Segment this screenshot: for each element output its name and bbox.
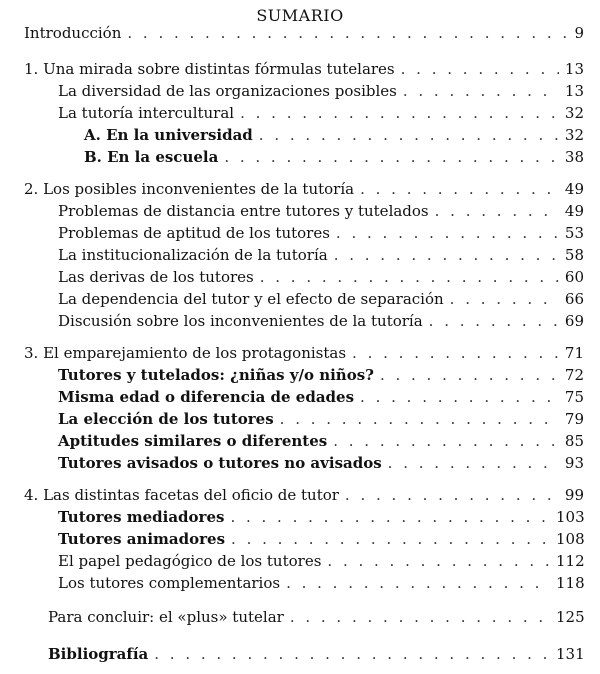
- dot-leader: [388, 454, 559, 472]
- toc-entry-page: 99: [564, 486, 584, 504]
- toc-entry-chapter-2: [0, 180, 600, 202]
- toc-entry-section: [0, 530, 600, 552]
- toc-entry-page: 60: [564, 268, 584, 286]
- page-title: SUMARIO: [256, 6, 344, 25]
- dot-leader: [334, 246, 559, 264]
- toc-entry-chapter-3: [0, 344, 600, 366]
- toc-entry-page: 108: [556, 530, 585, 548]
- dot-leader: [352, 344, 559, 362]
- toc-entry-page: 9: [574, 24, 584, 42]
- toc-entry-section: [0, 290, 600, 312]
- toc-entry-label: Las derivas de los tutores: [58, 268, 254, 286]
- toc-entry-conclusion: [0, 608, 600, 630]
- dot-leader: [345, 486, 559, 504]
- toc-entry-page: 103: [556, 508, 585, 526]
- dot-leader: [260, 268, 559, 286]
- toc-entry-page: 118: [556, 574, 585, 592]
- toc-entry-label: Tutores animadores: [58, 530, 226, 548]
- toc-entry-section: [0, 312, 600, 334]
- toc-entry-label: 3. El emparejamiento de los protagonistas: [24, 344, 347, 362]
- toc-entry-label: Problemas de aptitud de los tutores: [58, 224, 330, 242]
- toc-entry-section: [0, 246, 600, 268]
- toc-entry-label: Los tutores complementarios: [58, 574, 281, 592]
- dot-leader: [230, 508, 550, 526]
- toc-entry-page: 131: [556, 645, 585, 663]
- toc-entry-section: [0, 104, 600, 126]
- dot-leader: [336, 224, 559, 242]
- toc-entry-label: Para concluir: el «plus» tutelar: [48, 608, 284, 626]
- toc-entry-introduccion: [0, 24, 600, 46]
- dot-leader: [224, 148, 559, 166]
- toc-entry-bibliography: [0, 645, 600, 667]
- dot-leader: [259, 126, 559, 144]
- toc-entry-subsection: [0, 126, 600, 148]
- toc-entry-section: [0, 410, 600, 432]
- toc-entry-page: 75: [564, 388, 584, 406]
- toc-entry-label: Tutores avisados o tutores no avisados: [58, 454, 382, 472]
- toc-entry-page: 125: [556, 608, 585, 626]
- dot-leader: [154, 645, 550, 663]
- toc-entry-label: Bibliografía: [48, 645, 149, 663]
- toc-entry-section: [0, 82, 600, 104]
- dot-leader: [401, 60, 559, 78]
- dot-leader: [360, 180, 559, 198]
- dot-leader: [429, 312, 559, 330]
- toc-entry-label: Tutores y tutelados: ¿niñas y/o niños?: [58, 366, 374, 384]
- toc-entry-page: 85: [564, 432, 584, 450]
- toc-entry-section: [0, 432, 600, 454]
- toc-entry-section: [0, 454, 600, 476]
- toc-entry-page: 69: [564, 312, 584, 330]
- toc-entry-label: 1. Una mirada sobre distintas fórmulas tutelares: [24, 60, 395, 78]
- dot-leader: [231, 530, 550, 548]
- toc-entry-label: El papel pedagógico de los tutores: [58, 552, 322, 570]
- toc-entry-page: 38: [564, 148, 584, 166]
- toc-entry-chapter-4: [0, 486, 600, 508]
- toc-entry-label: Discusión sobre los inconvenientes de la tutoría: [58, 312, 423, 330]
- dot-leader: [127, 24, 568, 42]
- toc-entry-label: Tutores mediadores: [58, 508, 225, 526]
- toc-entry-section: [0, 508, 600, 530]
- toc-entry-label: La tutoría intercultural: [58, 104, 235, 122]
- toc-entry-page: 58: [564, 246, 584, 264]
- dot-leader: [327, 552, 550, 570]
- dot-leader: [435, 202, 559, 220]
- toc-entry-label: Aptitudes similares o diferentes: [58, 432, 328, 450]
- toc-entry-section: [0, 388, 600, 410]
- toc-entry-page: 13: [564, 82, 584, 100]
- dot-leader: [280, 410, 559, 428]
- dot-leader: [450, 290, 559, 308]
- toc-entry-page: 71: [564, 344, 584, 362]
- toc-entry-page: 32: [564, 126, 584, 144]
- toc-entry-page: 49: [564, 202, 584, 220]
- toc-entry-label: La dependencia del tutor y el efecto de separación: [58, 290, 444, 308]
- toc-entry-label: La institucionalización de la tutoría: [58, 246, 328, 264]
- toc-entry-page: 32: [564, 104, 584, 122]
- toc-entry-label: 2. Los posibles inconvenientes de la tutoría: [24, 180, 355, 198]
- dot-leader: [380, 366, 559, 384]
- dot-leader: [403, 82, 559, 100]
- toc-entry-label: B. En la escuela: [84, 148, 219, 166]
- toc-entry-section: [0, 552, 600, 574]
- dot-leader: [333, 432, 559, 450]
- toc-entry-chapter-1: [0, 60, 600, 82]
- toc-entry-section: [0, 268, 600, 290]
- toc-entry-page: 79: [564, 410, 584, 428]
- toc-entry-page: 66: [564, 290, 584, 308]
- dot-leader: [240, 104, 559, 122]
- toc-entry-label: 4. Las distintas facetas del oficio de tutor: [24, 486, 339, 504]
- toc-entry-page: 72: [564, 366, 584, 384]
- toc-entry-page: 13: [564, 60, 584, 78]
- toc-entry-page: 49: [564, 180, 584, 198]
- toc-entry-section: [0, 574, 600, 596]
- dot-leader: [290, 608, 550, 626]
- toc-entry-label: Problemas de distancia entre tutores y tutelados: [58, 202, 429, 220]
- toc-entry-label: A. En la universidad: [84, 126, 253, 144]
- toc-entry-label: Introducción: [24, 24, 122, 42]
- toc-entry-page: 112: [556, 552, 585, 570]
- toc-entry-subsection: [0, 148, 600, 170]
- toc-entry-section: [0, 202, 600, 224]
- toc-entry-label: La elección de los tutores: [58, 410, 274, 428]
- toc-entry-section: [0, 224, 600, 246]
- toc-entry-page: 53: [564, 224, 584, 242]
- toc-entry-label: La diversidad de las organizaciones posibles: [58, 82, 397, 100]
- toc-entry-label: Misma edad o diferencia de edades: [58, 388, 355, 406]
- toc-entry-section: [0, 366, 600, 388]
- dot-leader: [286, 574, 550, 592]
- dot-leader: [360, 388, 559, 406]
- toc-entry-page: 93: [564, 454, 584, 472]
